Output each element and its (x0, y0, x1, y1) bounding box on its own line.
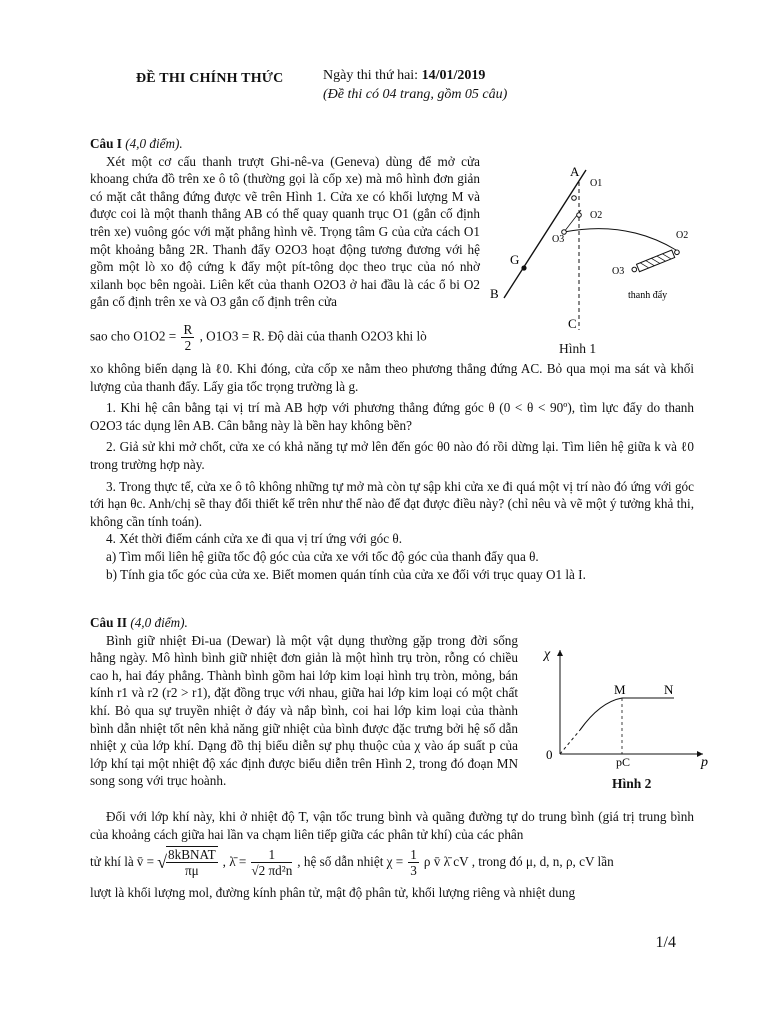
q1-item-3: 3. Trong thực tế, cửa xe ô tô không những tự mở mà còn tự sập khi cửa xe đi quá một vị trí nào đó ứng với góc tới hạn θc. Anh/chị sẽ thay đổi thiết kế trên như thế nào để đạt được điều này? (chỉ nêu và vẽ một ý tưởng khả thi, không cần tính toán). (90, 478, 694, 529)
q2-paragraph-1: Bình giữ nhiệt Đi-ua (Dewar) là một vật dụng thường gặp trong đời sống hằng ngày. Mô hình bình giữ nhiệt đơn giản là một hình trụ tròn, rỗng có chiều cao h, hai đáy phẳng. Thành bình gồm hai lớp kim loại hình trụ tròn, mỏng, bán kính r1 và r2 (r2 > r1), đặt đồng trục với nhau, giữa hai lớp kim loại có một chất khí. Bỏ qua sự truyền nhiệt ở đáy và nắp bình, coi hai lớp kim loại của thành bình dẫn nhiệt tốt nên khả năng giữ nhiệt của bình được đặc trưng bởi hệ số dẫn nhiệt χ của lớp khí. Dạng đồ thị biểu diễn sự phụ thuộc của χ vào áp suất p của lớp khí tại một nhiệt độ xác định được biểu diễn trên Hình 2, trong đó đoạn MN song song với trục hoành. (90, 632, 518, 789)
label-o3: O3 (552, 234, 565, 245)
q2-formulas: tử khí là v̄ = √ $\frac{\text{8kBNAT}}{\pi\mu}$ , λ̄ = $\frac{1}{\text{√2 πd²n}}$ , hệ số dẫn nhiệt χ = $\frac{1}{3}$ ρ v̄ λ̄ cV , trong đó μ, d, n, ρ, cV lần (90, 846, 614, 878)
push-rod-icon (631, 248, 681, 274)
label-c: C (568, 316, 577, 331)
q1-condition: sao cho O1O2 = $\frac{R}{2}$ , O1O3 = R. Độ dài của thanh O2O3 khi lò (90, 322, 427, 353)
v-fraction: $\frac{\text{8kBNAT}}{\pi\mu}$ (168, 847, 216, 878)
q1-intro: Xét một cơ cấu thanh trượt Ghi-nê-va (Geneva) dùng để mở cửa khoang chứa đồ trên xe ô tô (thường gọi là cốp xe) mà mô hình đơn giản có mặt cắt thẳng đứng được vẽ trên Hình 1. Cửa xe có khối lượng M và được coi là một thanh thẳng AB có thể quay quanh trục O1 (gắn cố định trên xe) vuông góc với mặt phẳng hình vẽ. Trọng tâm G của cửa cách O1 một khoảng bằng 2R. Thanh đẩy O2O3 hoạt động tương đương với hệ gồm một lò xo độ cứng k đẩy một pít-tông dọc theo trục của nó nhờ xilanh bọc bên ngoài. Liên kết của thanh O2O3 ở hai đầu là các ổ bi O2 gắn cố định trên xe và O3 gắn cố định trên cửa (90, 153, 480, 310)
figure-1-caption: Hình 1 (559, 341, 597, 356)
door-ab (504, 170, 586, 298)
center-g (521, 265, 526, 270)
label-o3-rod: O3 (612, 266, 625, 277)
exam-info (323, 66, 507, 104)
label-o1: O1 (590, 178, 603, 189)
label-o2-rod: O2 (676, 230, 689, 241)
label-a: A (570, 164, 580, 179)
q1-body (90, 360, 694, 583)
q1-title: Câu I (4,0 điểm). (90, 136, 183, 151)
q1-item-2: 2. Giả sử khi mở chốt, cửa xe có khả năng tự mở lên đến góc θ0 nào đó rồi dừng lại. Tìm liên hệ giữa k và ℓ0 trong trường hợp này. (90, 439, 694, 472)
origin-label: 0 (546, 747, 553, 762)
pivot-o2 (577, 213, 582, 218)
q1-block (90, 135, 480, 311)
pc-label: pC (616, 755, 631, 769)
lambda-fraction: $\frac{1}{\text{√2 πd²n}}$ (251, 846, 293, 878)
q1-item-1: 1. Khi hệ cân bằng tại vị trí mà AB hợp với phương thẳng đứng góc θ (0 < θ < 90º), tìm lực đẩy do thanh O2O3 tác dụng lên AB. Cân bằng này là bền hay không bền? (90, 400, 694, 433)
door-arc (564, 229, 676, 250)
q1-continuation: xo không biến dạng là ℓ0. Khi đóng, cửa cốp xe nằm theo phương thẳng đứng AC. Bỏ qua mọi ma sát và khối lượng của thanh đẩy. Lấy gia tốc trọng trường là g. (90, 361, 694, 394)
figure-1 (486, 160, 706, 360)
label-g: G (510, 252, 520, 267)
label-o2: O2 (590, 210, 603, 221)
y-label: χ (544, 647, 551, 662)
q1-item-4b: b) Tính gia tốc góc của cửa xe. Biết momen quán tính của cửa xe đối với trục quay O1 là I. (106, 566, 586, 582)
label-push-rod: thanh đẩy (628, 290, 668, 301)
curve-dashed (560, 730, 580, 754)
label-m: M (614, 682, 626, 697)
figure-2 (538, 642, 713, 770)
frac-r-over-2: $\frac{R}{2}$ (183, 322, 193, 353)
date-value: 14/01/2019 (421, 68, 486, 83)
q2-block (90, 614, 518, 790)
q1-item-4a: a) Tìm mối liên hệ giữa tốc độ góc của cửa xe với tốc độ góc của thanh đẩy qua θ. (106, 548, 539, 564)
sqrt-icon: √ (157, 851, 167, 872)
exam-title: ĐỀ THI CHÍNH THỨC (136, 71, 284, 86)
pages-note: (Đề thi có 04 trang, gồm 05 câu) (323, 87, 508, 102)
q1-item-4: 4. Xét thời điểm cánh cửa xe đi qua vị trí ứng với góc θ. (106, 531, 403, 547)
label-b: B (490, 286, 499, 301)
q2-title: Câu II (4,0 điểm). (90, 615, 188, 630)
curve-rise (580, 698, 622, 730)
x-label: p (701, 755, 708, 770)
page-number: 1/4 (655, 934, 676, 951)
date-label: Ngày thi thứ hai: (323, 68, 422, 83)
chi-fraction: $\frac{1}{3}$ (410, 846, 417, 878)
q2-paragraph-3: lượt là khối lượng mol, đường kính phân tử, mật độ phân tử, khối lượng riêng và nhiệt dung (90, 885, 576, 900)
pivot-o1 (572, 196, 577, 201)
label-n: N (664, 682, 674, 697)
q2-paragraph-2: Đối với lớp khí này, khi ở nhiệt độ T, vận tốc trung bình và quãng đường tự do trung bình (giá trị trung bình của khoảng cách giữa hai lần va chạm liên tiếp giữa các phân tử khí) của các phân (90, 809, 694, 842)
figure-2-caption: Hình 2 (612, 776, 652, 791)
